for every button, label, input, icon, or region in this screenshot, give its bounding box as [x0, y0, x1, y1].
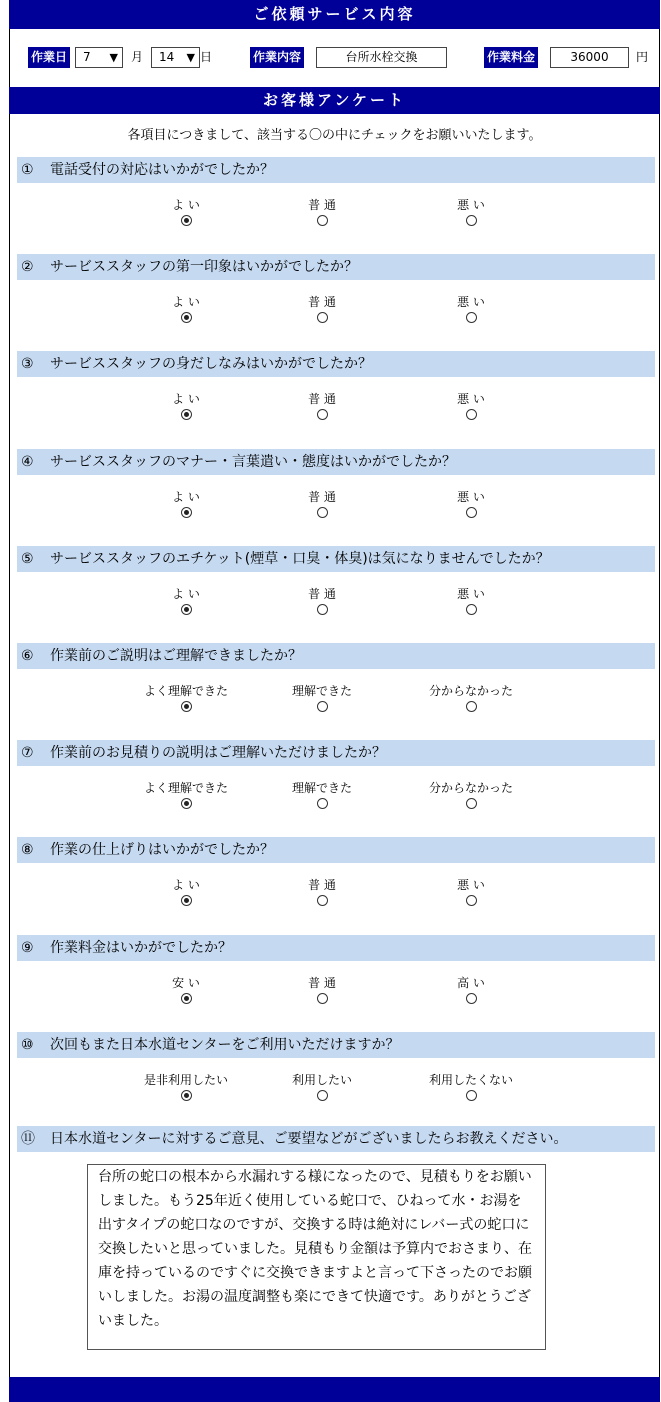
radio-button[interactable] — [181, 895, 192, 906]
answer-option[interactable] — [416, 684, 526, 712]
radio-button[interactable] — [317, 993, 328, 1004]
answer-option-label: よ い — [172, 198, 200, 212]
answer-option-label: 悪 い — [457, 295, 485, 309]
radio-button[interactable] — [466, 993, 477, 1004]
answer-option-label: よく理解できた — [143, 684, 228, 698]
radio-button[interactable] — [317, 895, 328, 906]
answer-option-label: 普 通 — [308, 490, 336, 504]
answer-option[interactable] — [416, 198, 526, 226]
answer-option[interactable] — [131, 878, 241, 906]
answer-option-label: 理解できた — [291, 781, 352, 795]
radio-button[interactable] — [466, 215, 477, 226]
answer-option[interactable] — [416, 878, 526, 906]
radio-button[interactable] — [181, 1090, 192, 1101]
answer-option[interactable] — [131, 295, 241, 323]
fee-label: 作業料金 — [484, 47, 538, 68]
radio-button[interactable] — [181, 604, 192, 615]
radio-button[interactable] — [181, 312, 192, 323]
radio-button[interactable] — [317, 409, 328, 420]
answer-option-label: 利用したくない — [428, 1073, 513, 1087]
question-11 — [17, 1126, 655, 1152]
answer-option[interactable] — [267, 587, 377, 615]
day-value: 14 — [159, 50, 175, 64]
answer-option[interactable] — [416, 587, 526, 615]
answer-option-label: 分からなかった — [428, 781, 513, 795]
question-number: ⑤ — [21, 551, 34, 567]
radio-button[interactable] — [181, 798, 192, 809]
answer-option-label: 理解できた — [291, 684, 352, 698]
radio-button[interactable] — [317, 798, 328, 809]
radio-button[interactable] — [317, 701, 328, 712]
radio-button[interactable] — [317, 604, 328, 615]
day-unit: 日 — [200, 50, 213, 64]
answer-option[interactable] — [131, 781, 241, 809]
answer-option[interactable] — [267, 878, 377, 906]
answer-option-label: よ い — [172, 392, 200, 406]
answer-option-label: 高 い — [457, 976, 485, 990]
answer-option-label: 悪 い — [457, 878, 485, 892]
answer-option-label: よ い — [172, 490, 200, 504]
answer-option-label: 普 通 — [308, 198, 336, 212]
answer-option-label: よ い — [172, 295, 200, 309]
question-number: ⑨ — [21, 940, 34, 956]
answer-option-label: 利用したい — [291, 1073, 352, 1087]
question-number: ② — [21, 259, 34, 275]
radio-button[interactable] — [317, 1090, 328, 1101]
service-header-title: ご依頼サービス内容 — [253, 5, 416, 23]
question-text: 作業の仕上げりはいかがでしたか？ — [50, 842, 274, 858]
radio-button[interactable] — [317, 215, 328, 226]
answer-option-label: 悪 い — [457, 198, 485, 212]
question-number: ⑧ — [21, 842, 34, 858]
answer-option[interactable] — [267, 976, 377, 1004]
answer-option[interactable] — [267, 781, 377, 809]
answer-option[interactable] — [131, 587, 241, 615]
question-number: ⑥ — [21, 648, 34, 664]
answer-option-label: 是非利用したい — [143, 1073, 228, 1087]
radio-button[interactable] — [466, 507, 477, 518]
date-label: 作業日 — [28, 47, 70, 68]
answer-option[interactable] — [131, 392, 241, 420]
question-number: ⑩ — [21, 1037, 34, 1053]
answer-option-label: よ い — [172, 878, 200, 892]
month-value: 7 — [83, 50, 91, 64]
fee-unit: 円 — [636, 50, 649, 64]
question-number: ⑪ — [21, 1131, 35, 1147]
month-select[interactable] — [75, 47, 123, 68]
radio-button[interactable] — [317, 507, 328, 518]
question-text: 作業料金はいかがでしたか？ — [50, 940, 232, 956]
question-4 — [17, 449, 655, 475]
answer-option-label: 悪 い — [457, 392, 485, 406]
survey-header-title: お客様アンケート — [262, 91, 407, 109]
radio-button[interactable] — [466, 312, 477, 323]
day-select[interactable] — [151, 47, 200, 68]
survey-intro: 各項目につきまして、該当する〇の中にチェックをお願いいたします。 — [127, 128, 542, 143]
question-number: ④ — [21, 454, 34, 470]
question-9 — [17, 935, 655, 961]
question-10 — [17, 1032, 655, 1058]
chevron-down-icon: ▼ — [186, 51, 195, 64]
work-label: 作業内容 — [250, 47, 304, 68]
answer-option[interactable] — [131, 976, 241, 1004]
question-text: サービススタッフの第一印象はいかがでしたか？ — [50, 259, 358, 275]
question-7 — [17, 740, 655, 766]
question-text: 電話受付の対応はいかがでしたか？ — [50, 162, 274, 178]
answer-option[interactable] — [131, 198, 241, 226]
answer-option-label: 悪 い — [457, 490, 485, 504]
answer-option[interactable] — [416, 490, 526, 518]
answer-option[interactable] — [416, 295, 526, 323]
answer-option-label: 普 通 — [308, 295, 336, 309]
question-5 — [17, 546, 655, 572]
radio-button[interactable] — [317, 312, 328, 323]
radio-button[interactable] — [466, 798, 477, 809]
radio-button[interactable] — [466, 701, 477, 712]
chevron-down-icon: ▼ — [109, 51, 118, 64]
fee-field[interactable]: 36000 — [550, 47, 629, 68]
radio-button[interactable] — [181, 993, 192, 1004]
radio-button[interactable] — [466, 409, 477, 420]
question-number: ① — [21, 162, 34, 178]
question-text: サービススタッフの身だしなみはいかがでしたか？ — [50, 356, 372, 372]
answer-option[interactable] — [416, 781, 526, 809]
question-2 — [17, 254, 655, 280]
answer-option[interactable] — [131, 1073, 241, 1101]
question-text: サービススタッフのエチケット(煙草・口臭・体臭)は気になりませんでしたか？ — [50, 551, 550, 567]
work-content-field[interactable]: 台所水栓交換 — [316, 47, 447, 68]
comment-textarea[interactable]: 台所の蛇口の根本から水漏れする様になったので、見積もりをお願いしました。もう25年近く使用している蛇口で、ひねって水・お湯を出すタイプの蛇口なのですが、交換する時は絶対にレバー式の蛇口に交換したいと思っていました。見積もり金額は予算内でおさまり、在庫を持っているのですぐに交換できますよと言って下さったのでお願いしました。お湯の温度調整も楽にできて快適です。ありがとうございました。 — [87, 1164, 546, 1350]
month-unit: 月 — [131, 50, 144, 64]
question-number: ③ — [21, 356, 34, 372]
question-8 — [17, 837, 655, 863]
answer-option-label: よく理解できた — [143, 781, 228, 795]
answer-option[interactable] — [267, 490, 377, 518]
answer-option[interactable] — [416, 392, 526, 420]
answer-option[interactable] — [416, 976, 526, 1004]
answer-option[interactable] — [267, 198, 377, 226]
radio-button[interactable] — [466, 895, 477, 906]
answer-option[interactable] — [267, 392, 377, 420]
answer-option-label: 普 通 — [308, 587, 336, 601]
answer-option-label: 安 い — [172, 976, 200, 990]
question-text: 作業前のご説明はご理解できましたか？ — [50, 648, 302, 664]
question-text: 作業前のお見積りの説明はご理解いただけましたか？ — [50, 745, 386, 761]
footer-bar — [9, 1377, 660, 1402]
question-1 — [17, 157, 655, 183]
answer-option-label: 普 通 — [308, 392, 336, 406]
answer-option[interactable] — [131, 490, 241, 518]
answer-option-label: 悪 い — [457, 587, 485, 601]
survey-header — [9, 87, 660, 114]
answer-option-label: 普 通 — [308, 878, 336, 892]
question-number: ⑦ — [21, 745, 34, 761]
answer-option[interactable] — [131, 684, 241, 712]
service-header — [9, 0, 660, 29]
answer-option-label: よ い — [172, 587, 200, 601]
answer-option-label: 普 通 — [308, 976, 336, 990]
radio-button[interactable] — [181, 215, 192, 226]
question-6 — [17, 643, 655, 669]
radio-button[interactable] — [181, 701, 192, 712]
question-text: サービススタッフのマナー・言葉遣い・態度はいかがでしたか？ — [50, 454, 456, 470]
radio-button[interactable] — [466, 604, 477, 615]
answer-option[interactable] — [267, 684, 377, 712]
question-text: 次回もまた日本水道センターをご利用いただけますか？ — [50, 1037, 400, 1053]
radio-button[interactable] — [466, 1090, 477, 1101]
answer-option[interactable] — [416, 1073, 526, 1101]
answer-option[interactable] — [267, 295, 377, 323]
question-text: 日本水道センターに対するご意見、ご要望などがございましたらお教えください。 — [50, 1131, 568, 1147]
radio-button[interactable] — [181, 409, 192, 420]
answer-option[interactable] — [267, 1073, 377, 1101]
answer-option-label: 分からなかった — [428, 684, 513, 698]
radio-button[interactable] — [181, 507, 192, 518]
question-3 — [17, 351, 655, 377]
